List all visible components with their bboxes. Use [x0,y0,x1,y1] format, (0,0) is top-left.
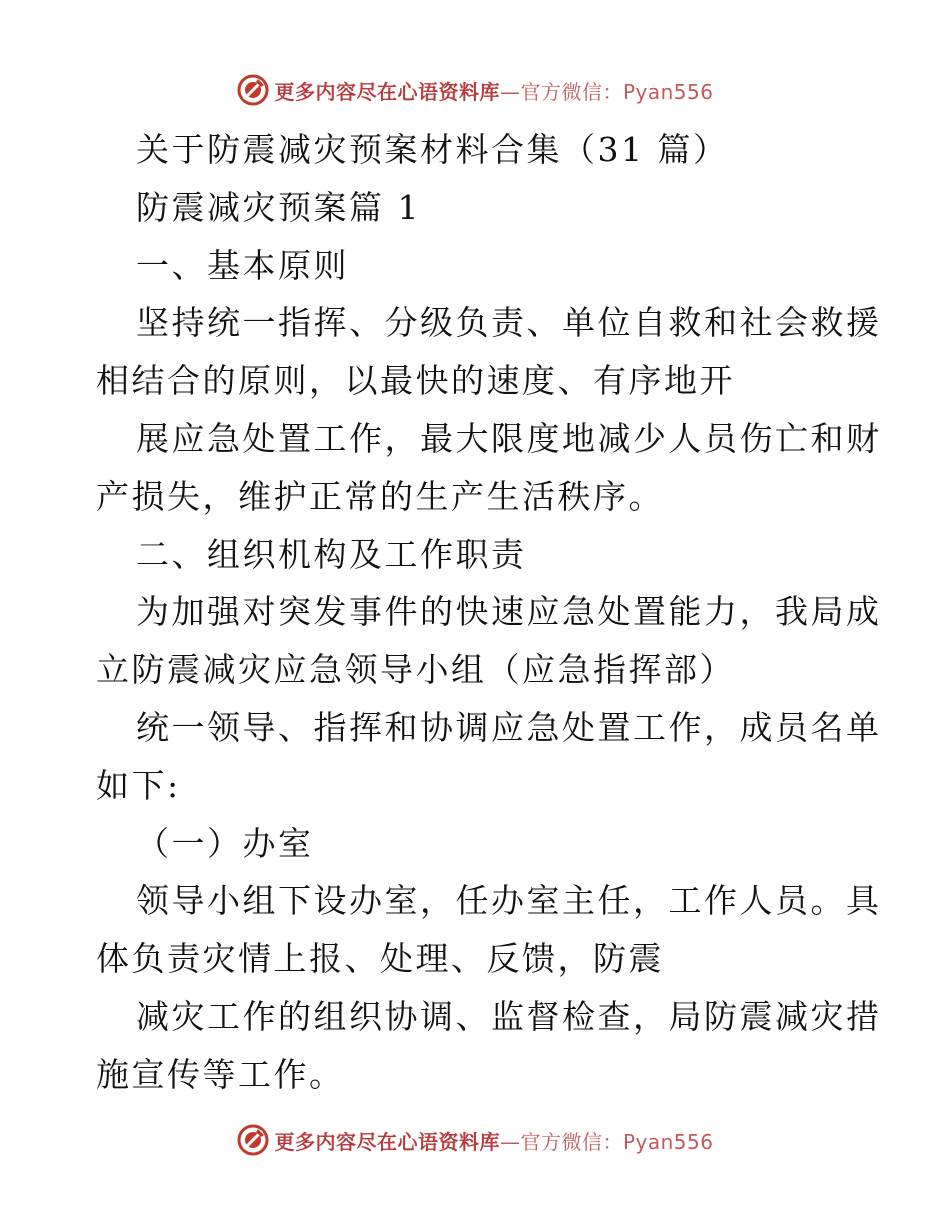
paragraph-line: 产损失，维护正常的生产生活秩序。 [96,476,664,516]
section-heading: 防震减灾预案篇 1 [136,187,421,227]
paragraph-line: 相结合的原则，以最快的速度、有序地开 [96,361,735,401]
paragraph-line: 统一领导、指挥和协调应急处置工作，成员名单 [136,707,882,747]
paragraph-line: 为加强对突发事件的快速应急处置能力，我局成 [136,592,882,632]
paragraph-line: 展应急处置工作，最大限度地减少人员伤亡和财 [136,418,882,458]
watermark-contact: —官方微信：Pyan556 [499,1129,714,1154]
document-title: 关于防震减灾预案材料合集（31 篇） [136,130,729,169]
paragraph-line: 立防震减灾应急领导小组（应急指挥部） [96,650,735,690]
header-watermark-banner [0,70,950,110]
paragraph-line: 施宣传等工作。 [96,1054,345,1094]
paragraph-line: 如下: [96,765,181,805]
watermark-brand: 更多内容尽在心语资料库 [274,79,500,104]
paragraph-line: 减灾工作的组织协调、监督检查，局防震减灾措 [136,996,882,1036]
paragraph-line: 一、基本原则 [136,245,349,285]
paragraph-line: 体负责灾情上报、处理、反馈，防震 [96,939,664,979]
paragraph-line: 二、组织机构及工作职责 [136,534,527,574]
footer-watermark-banner [0,1120,950,1160]
paragraph-line: （一）办室 [136,823,314,863]
paragraph-line: 领导小组下设办室，任办室主任，工作人员。具 [136,881,882,921]
paragraph-line: 坚持统一指挥、分级负责、单位自救和社会救援 [136,303,882,343]
watermark-text [274,76,713,105]
document-body [96,121,882,1104]
watermark-brand: 更多内容尽在心语资料库 [274,1129,500,1154]
watermark-text [274,1126,713,1155]
watermark-contact: —官方微信：Pyan556 [499,79,714,104]
brand-logo-icon [236,1123,270,1157]
brand-logo-icon [236,73,270,107]
